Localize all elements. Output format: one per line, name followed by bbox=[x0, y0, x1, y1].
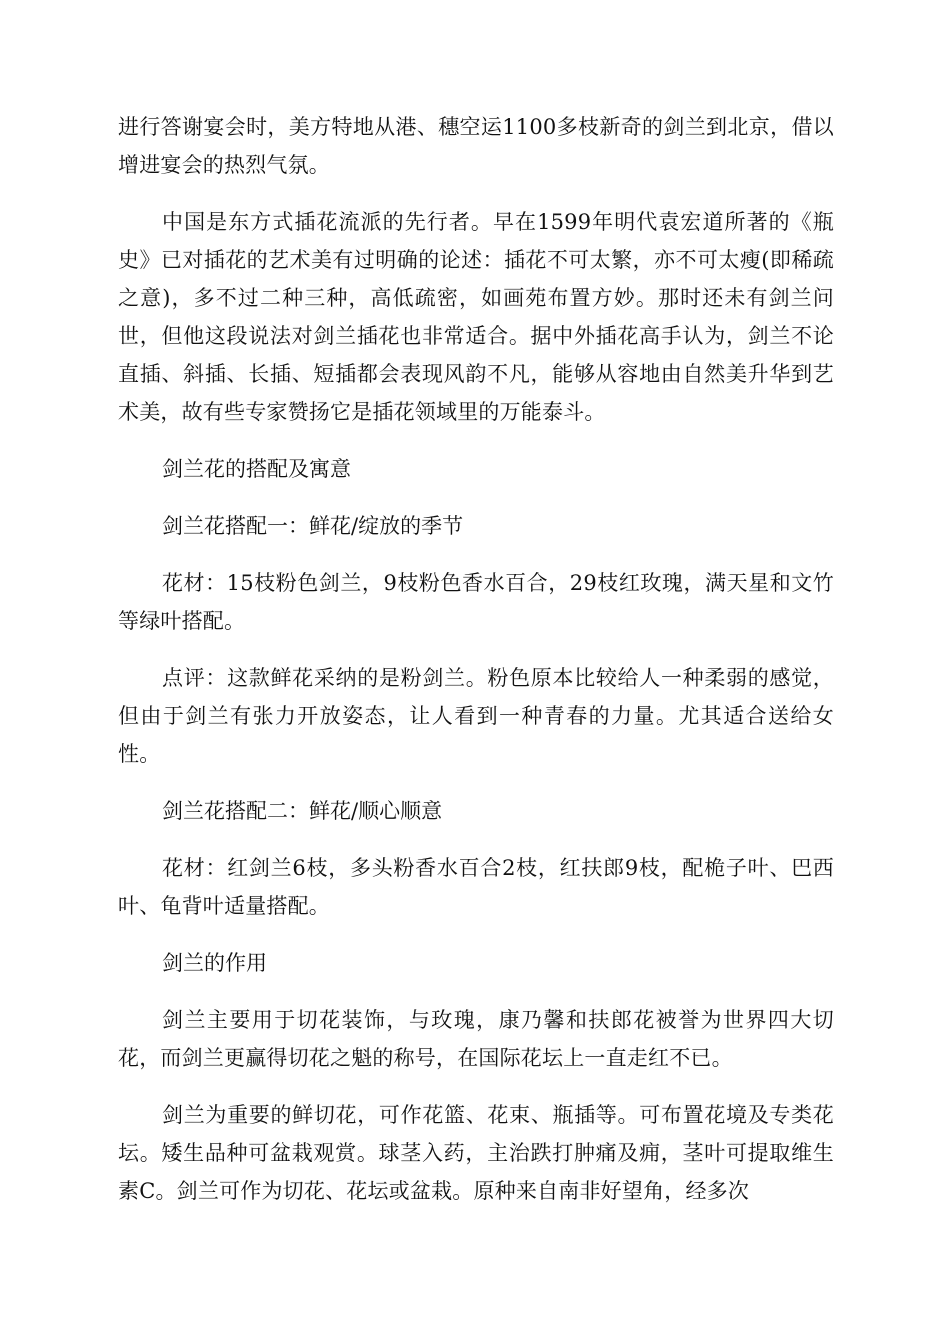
paragraph-history: 中国是东方式插花流派的先行者。早在1599年明代袁宏道所著的《瓶史》已对插花的艺术美有过明确的论述：插花不可太繁，亦不可太瘦(即稀疏之意)，多不过二种三种，高低疏密，如画苑布置方妙。那时还未有剑兰问世，但他这段说法对剑兰插花也非常适合。据中外插花高手认为，剑兰不论直插、斜插、长插、短插都会表现风韵不凡，能够从容地由自然美升华到艺术美，故有些专家赞扬它是插花领域里的万能泰斗。 bbox=[118, 210, 834, 424]
section-heading-uses: 剑兰的作用 bbox=[162, 951, 267, 975]
paragraph-banquet: 进行答谢宴会时，美方特地从港、穗空运1100多枝新奇的剑兰到北京，借以增进宴会的热烈气氛。 bbox=[118, 115, 834, 177]
paragraph-materials-one: 花材：15枝粉色剑兰，9枝粉色香水百合，29枝红玫瑰，满天星和文竹等绿叶搭配。 bbox=[118, 571, 834, 633]
paragraph-comment-one: 点评：这款鲜花采纳的是粉剑兰。粉色原本比较给人一种柔弱的感觉，但由于剑兰有张力开放姿态，让人看到一种青春的力量。尤其适合送给女性。 bbox=[118, 666, 834, 766]
subheading-pairing-one: 剑兰花搭配一：鲜花/绽放的季节 bbox=[162, 514, 464, 538]
document-page bbox=[118, 108, 834, 1229]
paragraph-materials-two: 花材：红剑兰6枝，多头粉香水百合2枝，红扶郎9枝，配桅子叶、巴西叶、龟背叶适量搭配。 bbox=[118, 856, 834, 918]
paragraph-uses-cut-flower: 剑兰主要用于切花装饰，与玫瑰，康乃馨和扶郎花被誉为世界四大切花，而剑兰更赢得切花之魁的称号，在国际花坛上一直走红不已。 bbox=[118, 1008, 834, 1070]
subheading-pairing-two: 剑兰花搭配二：鲜花/顺心顺意 bbox=[162, 799, 443, 823]
section-heading-pairing: 剑兰花的搭配及寓意 bbox=[162, 457, 351, 481]
paragraph-uses-detail: 剑兰为重要的鲜切花，可作花篮、花束、瓶插等。可布置花境及专类花坛。矮生品种可盆栽观赏。球茎入药，主治跌打肿痛及痈，茎叶可提取维生素C。剑兰可作为切花、花坛或盆栽。原种来自南非好望角，经多次 bbox=[118, 1103, 834, 1203]
